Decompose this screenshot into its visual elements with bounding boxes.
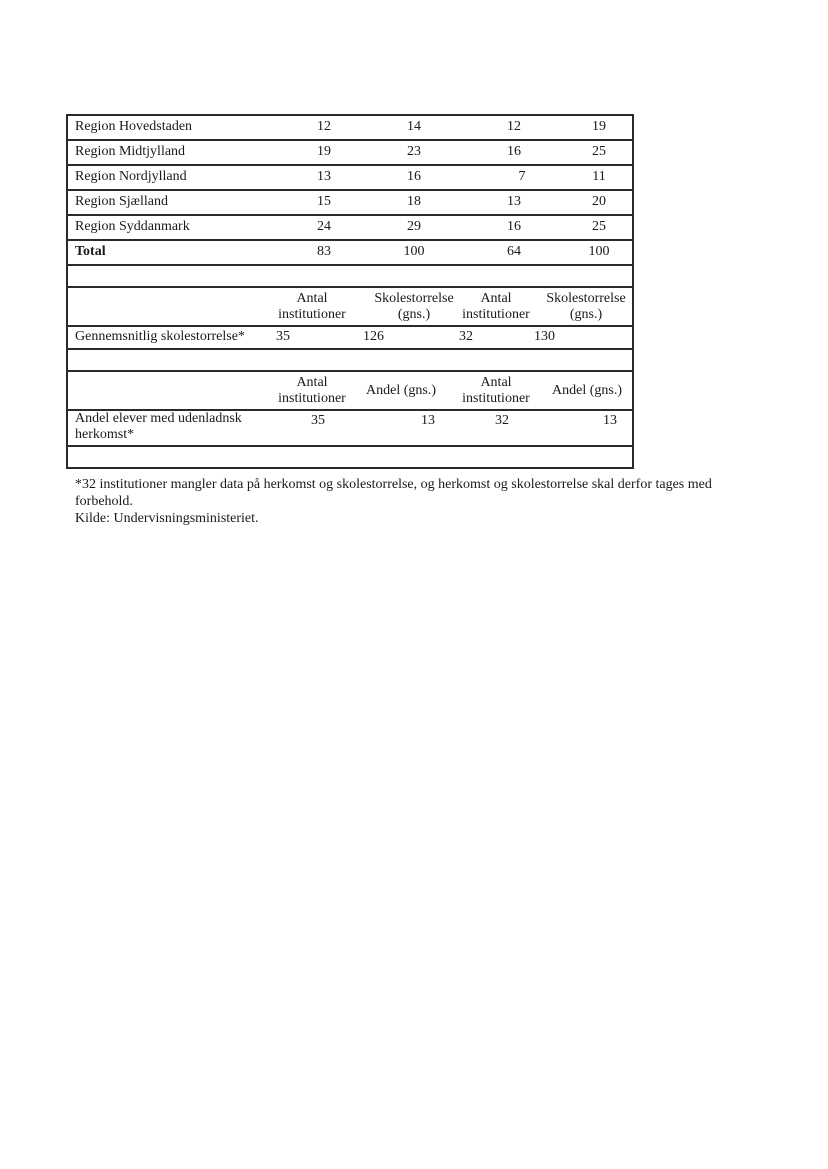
column-header: Skolestorrelse (gns.) [374, 291, 454, 322]
cell-value: 24 [317, 219, 331, 234]
region-name: Region Hovedstaden [75, 119, 193, 134]
footnote: *32 institutioner mangler data på herkomst og skolestorrelse, og herkomst og skolestorrelse skal derfor tages med forbehold. [75, 477, 712, 509]
header-row [68, 372, 632, 411]
column-header: Antal institutioner [462, 291, 530, 322]
column-header: Andel (gns.) [366, 383, 436, 398]
column-header: Andel (gns.) [552, 383, 622, 398]
cell-value: 19 [317, 144, 331, 159]
total-label: Total [75, 244, 106, 259]
cell-value: 32 [495, 413, 509, 428]
cell-value: 25 [592, 219, 606, 234]
source-note: Kilde: Undervisningsministeriet. [75, 511, 259, 526]
empty-row [68, 350, 632, 372]
cell-value: 14 [407, 119, 421, 134]
empty-row [68, 447, 632, 469]
table-row [68, 116, 632, 141]
table-row [68, 141, 632, 166]
cell-value: 12 [317, 119, 331, 134]
total-row [68, 241, 632, 266]
empty-row [68, 266, 632, 288]
cell-value: 16 [407, 169, 421, 184]
region-name: Region Syddanmark [75, 219, 190, 234]
row-label: Gennemsnitlig skolestorrelse* [75, 329, 245, 344]
cell-value: 13 [507, 194, 521, 209]
cell-value: 11 [592, 169, 606, 184]
table-row [68, 411, 632, 447]
table-row [68, 216, 632, 241]
region-name: Region Sjælland [75, 194, 168, 209]
cell-value: 83 [317, 244, 331, 259]
cell-value: 13 [421, 413, 435, 428]
cell-value: 19 [592, 119, 606, 134]
column-header: Skolestorrelse (gns.) [546, 291, 626, 322]
region-name: Region Nordjylland [75, 169, 187, 184]
column-header: Antal institutioner [278, 291, 346, 322]
cell-value: 100 [403, 244, 425, 259]
cell-value: 35 [276, 329, 290, 344]
region-name: Region Midtjylland [75, 144, 186, 159]
column-header: Antal institutioner [278, 375, 346, 406]
regional-table [66, 114, 634, 469]
cell-value: 130 [534, 329, 555, 344]
cell-value: 18 [407, 194, 421, 209]
row-label: Andel elever med udenladnsk herkomst* [75, 411, 242, 442]
cell-value: 16 [507, 144, 521, 159]
cell-value: 35 [311, 413, 325, 428]
cell-value: 16 [507, 219, 521, 234]
cell-value: 7 [518, 169, 526, 184]
cell-value: 126 [363, 329, 384, 344]
table-row [68, 166, 632, 191]
table-row [68, 327, 632, 350]
cell-value: 15 [317, 194, 331, 209]
column-header: Antal institutioner [462, 375, 530, 406]
cell-value: 100 [588, 244, 610, 259]
cell-value: 13 [603, 413, 617, 428]
header-row [68, 288, 632, 327]
table-notes [75, 476, 735, 527]
cell-value: 12 [507, 119, 521, 134]
table-row [68, 191, 632, 216]
cell-value: 29 [407, 219, 421, 234]
cell-value: 32 [459, 329, 473, 344]
cell-value: 25 [592, 144, 606, 159]
cell-value: 20 [592, 194, 606, 209]
cell-value: 23 [407, 144, 421, 159]
cell-value: 64 [507, 244, 521, 259]
cell-value: 13 [317, 169, 331, 184]
